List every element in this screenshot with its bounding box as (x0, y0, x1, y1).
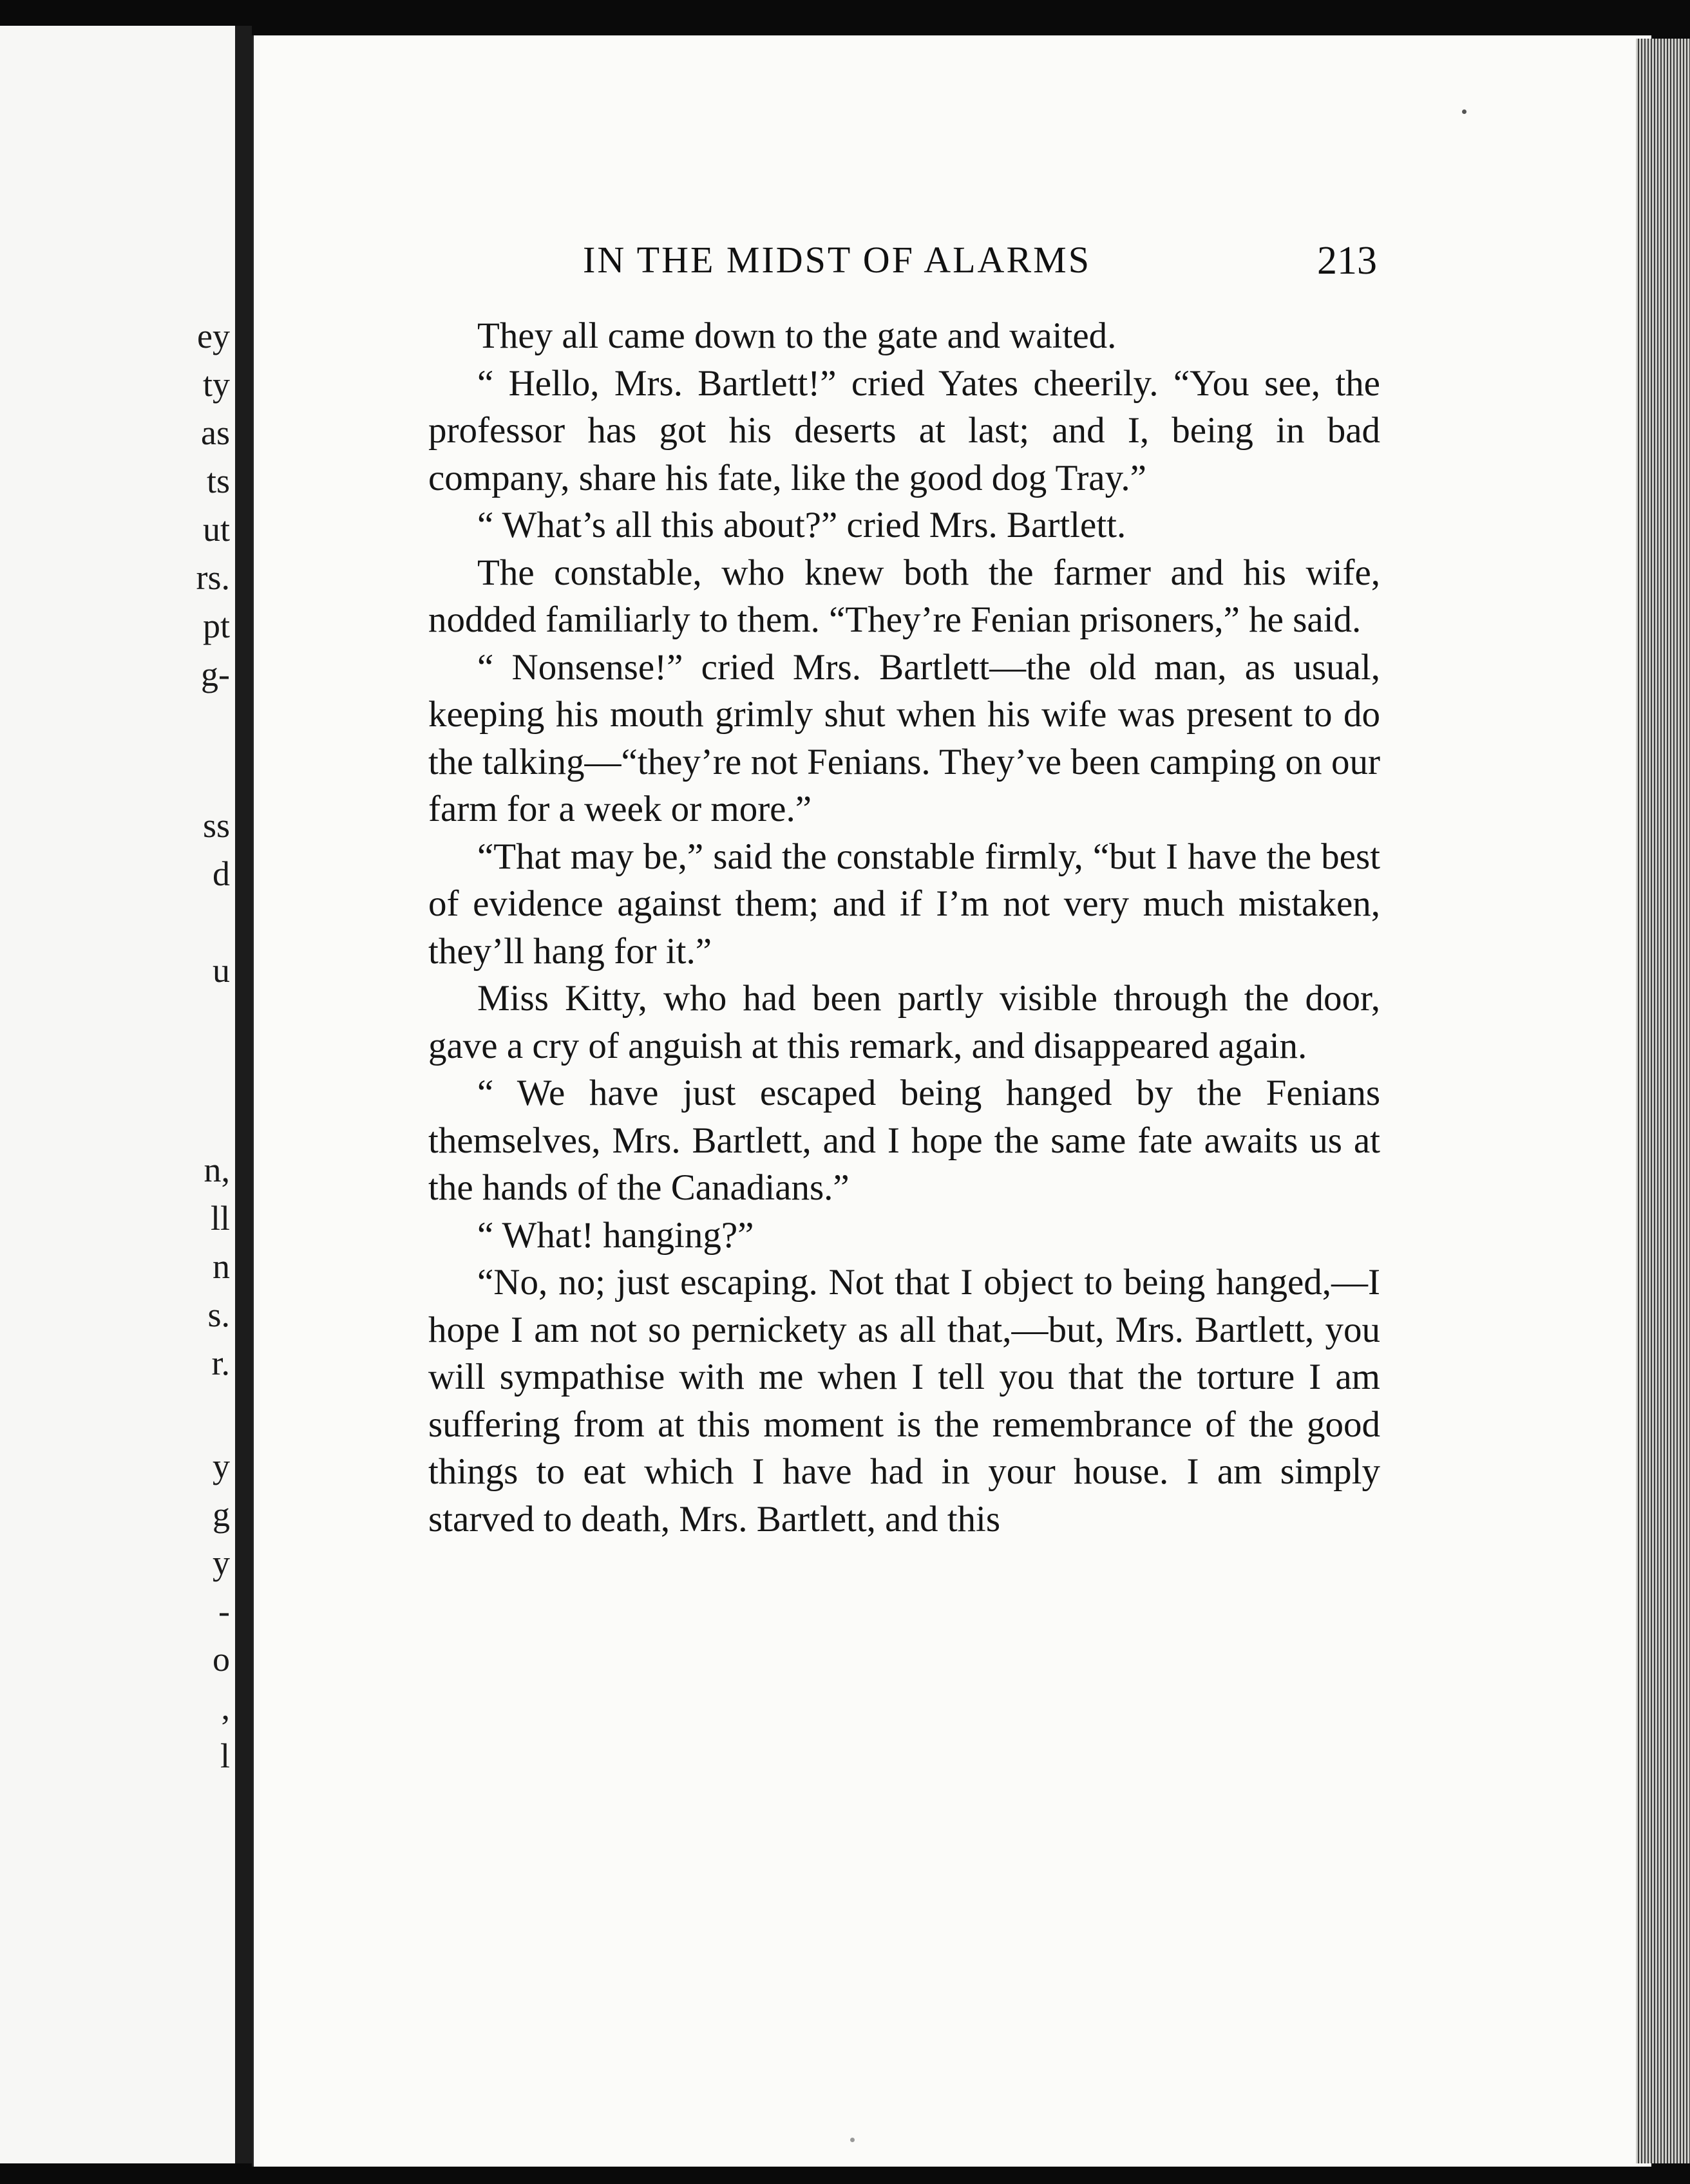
running-head: IN THE MIDST OF ALARMS (583, 239, 1091, 281)
left-facing-page (0, 26, 238, 2163)
left-fragment: g- (201, 655, 230, 693)
book-gutter (235, 26, 252, 2163)
left-fragment: ll (210, 1199, 230, 1238)
left-fragment: o (213, 1640, 230, 1679)
left-fragment: ut (202, 510, 230, 549)
paragraph: “ What! hanging?” (477, 1214, 754, 1256)
paragraph: “ What’s all this about?” cried Mrs. Bartlett. (477, 505, 1126, 545)
paragraph: Miss Kitty, who had been partly visible through the door, gave a cry of anguish at this remark, and disappeared again. (428, 978, 1380, 1066)
paragraph: The constable, who knew both the farmer and his wife, nodded familiarly to them. “They’re Fenian prisoners,” he said. (428, 552, 1380, 640)
left-fragment: y (213, 1543, 230, 1582)
left-fragment: s. (207, 1295, 230, 1334)
left-fragment: n, (204, 1151, 230, 1189)
left-fragment: rs. (196, 558, 230, 597)
left-fragment: u (213, 951, 230, 990)
left-fragment: y (213, 1447, 230, 1485)
left-fragment: n (213, 1247, 230, 1286)
left-fragment: ss (202, 806, 230, 845)
paragraph: “ Hello, Mrs. Bartlett!” cried Yates cheerily. “You see, the professor has got his deserts at last; and I, being in bad company, share his fate, like the good dog Tray.” (428, 362, 1380, 498)
paragraph: “No, no; just escaping. Not that I object to being hanged,—I hope I am not so pernickety as all that,—but, Mrs. Bartlett, you will sympathise with me when I tell you that the torture I am suffering from at this moment is the remembrance of the good things to eat which I have had in your house. I am simply starved to death, Mrs. Bartlett, and this (428, 1262, 1380, 1539)
ink-speck (1462, 109, 1467, 114)
left-page-line-endings (184, 26, 235, 2163)
left-fragment: - (218, 1592, 230, 1630)
left-fragment: l (220, 1737, 230, 1775)
left-fragment: , (221, 1688, 230, 1727)
page-number: 213 (1317, 239, 1377, 283)
body-text (428, 312, 1380, 1543)
paragraph: They all came down to the gate and waited. (477, 315, 1117, 356)
paragraph: “ Nonsense!” cried Mrs. Bartlett—the old man, as usual, keeping his mouth grimly shut when his wife was present to do the talking—“they’re not Fenians. They’ve been camping on our farm for a week or more.” (428, 646, 1380, 829)
left-fragment: g (213, 1495, 230, 1534)
left-fragment: as (201, 413, 230, 452)
left-fragment: d (213, 854, 230, 893)
left-fragment: ts (206, 462, 230, 500)
ink-speck (850, 2138, 855, 2142)
left-fragment: ty (202, 365, 230, 404)
paragraph: “ We have just escaped being hanged by the Fenians themselves, Mrs. Bartlett, and I hope the same fate awaits us at the hands of the Canadians.” (428, 1073, 1380, 1208)
left-fragment: r. (211, 1344, 230, 1382)
page-edges (1636, 39, 1690, 2163)
left-fragment: ey (197, 317, 230, 355)
paragraph: “That may be,” said the constable firmly, “but I have the best of evidence against them; and if I’m not very much mistaken, they’ll hang for it.” (428, 836, 1380, 972)
left-fragment: pt (202, 607, 230, 645)
